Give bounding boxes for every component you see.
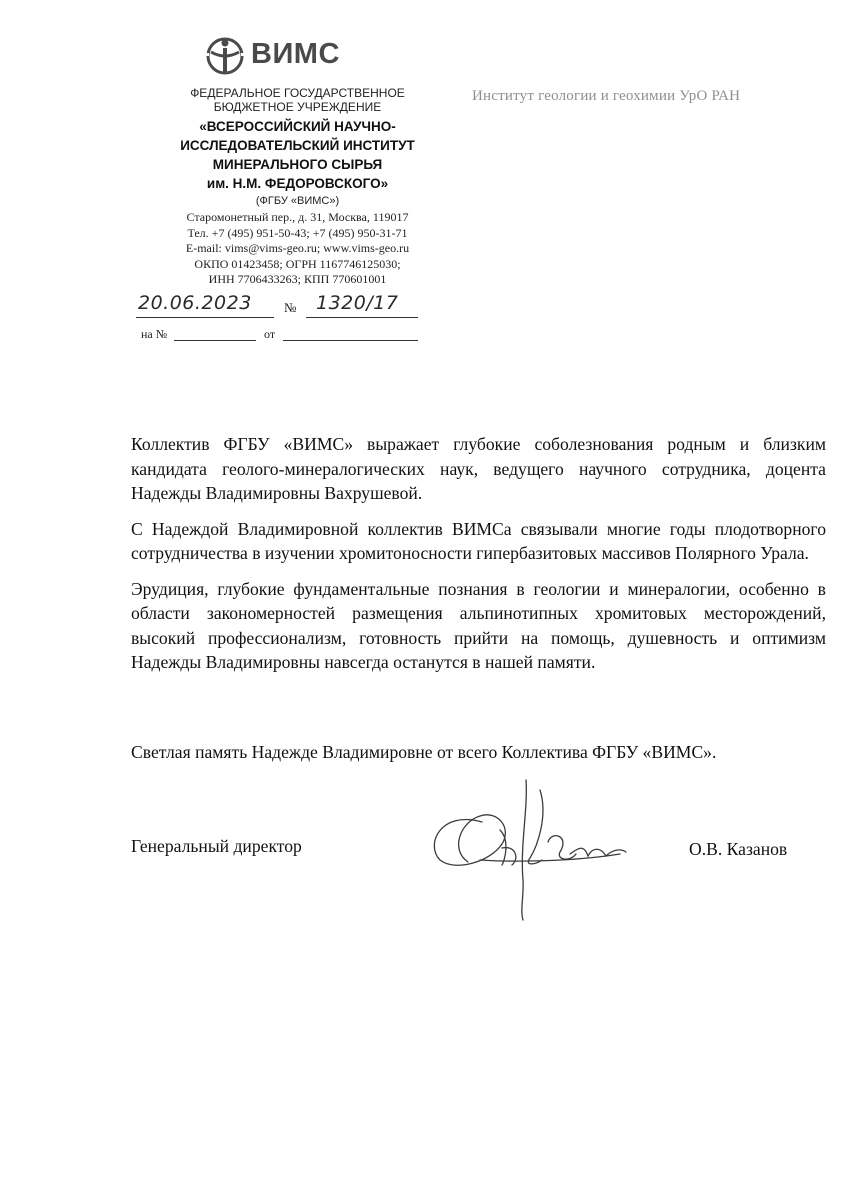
contact-details (110, 210, 485, 288)
letter-body (131, 432, 826, 686)
body-paragraph-2: С Надеждой Владимировной коллектив ВИМСа связывали многие годы плодотворного сотрудничества в изучении хромитоносности гипербазитовых массивов Полярного Урала. (131, 518, 826, 563)
org-name-line-2: ИССЛЕДОВАТЕЛЬСКИЙ ИНСТИТУТ (180, 138, 415, 153)
recipient-stamp: Институт геологии и геохимии УрО РАН (472, 88, 741, 104)
org-type-line-2: БЮДЖЕТНОЕ УЧРЕЖДЕНИЕ (213, 100, 382, 114)
org-abbreviation: (ФГБУ «ВИМС») (255, 195, 340, 207)
vims-emblem-icon (203, 36, 247, 76)
contact-okpo-ogrn: ОКПО 01423458; ОГРН 1167746125030; (194, 256, 401, 271)
number-sign: № (284, 300, 297, 315)
closing-line: Светлая память Надежде Владимировне от всего Коллектива ФГБУ «ВИМС». (131, 742, 717, 762)
org-name-line-3: МИНЕРАЛЬНОГО СЫРЬЯ (212, 157, 383, 172)
contact-email-web: E-mail: vims@vims-geo.ru; www.vims-geo.ru (185, 241, 410, 255)
reference-line (141, 324, 431, 346)
body-paragraph-3: Эрудиция, глубокие фундаментальные познания в геологии и минералогии, особенно в области закономерностей размещения альпинотипных хромитовых месторождений, высокий профессионализм, готовность прийти на помощь, душевность и оптимизм Надежды Владимировны навсегда останутся в нашей памяти. (131, 578, 826, 672)
logo-text: ВИМС (251, 38, 340, 70)
reference-from-label: от (264, 327, 276, 341)
registration-date-number (136, 292, 436, 320)
contact-inn-kpp: ИНН 7706433263; КПП 770601001 (208, 272, 387, 286)
org-name-line-1: «ВСЕРОССИЙСКИЙ НАУЧНО- (199, 119, 396, 134)
contact-address: Старомонетный пер., д. 31, Москва, 119017 (186, 210, 409, 224)
signer-title: Генеральный директор (131, 836, 302, 856)
body-paragraph-1: Коллектив ФГБУ «ВИМС» выражает глубокие соболезнования родным и близким кандидата геолого-минералогических наук, ведущего научного сотрудника, доцента Надежды Владимировны Вахрушевой. (131, 434, 826, 503)
contact-phone: Тел. +7 (495) 951-50-43; +7 (495) 950-31-71 (187, 225, 408, 240)
vims-logo (203, 36, 363, 76)
reference-number-label: на № (141, 327, 168, 341)
registration-date: 20.06.2023 (138, 292, 252, 314)
signer-name: О.В. Казанов (689, 839, 788, 859)
org-name-line-4: им. Н.М. ФЕДОРОВСКОГО» (206, 176, 389, 191)
registration-number: 1320/17 (316, 292, 399, 314)
organization-name-block (110, 86, 485, 208)
handwritten-signature (420, 770, 645, 935)
org-type-line-1: ФЕДЕРАЛЬНОЕ ГОСУДАРСТВЕННОЕ (190, 86, 405, 100)
